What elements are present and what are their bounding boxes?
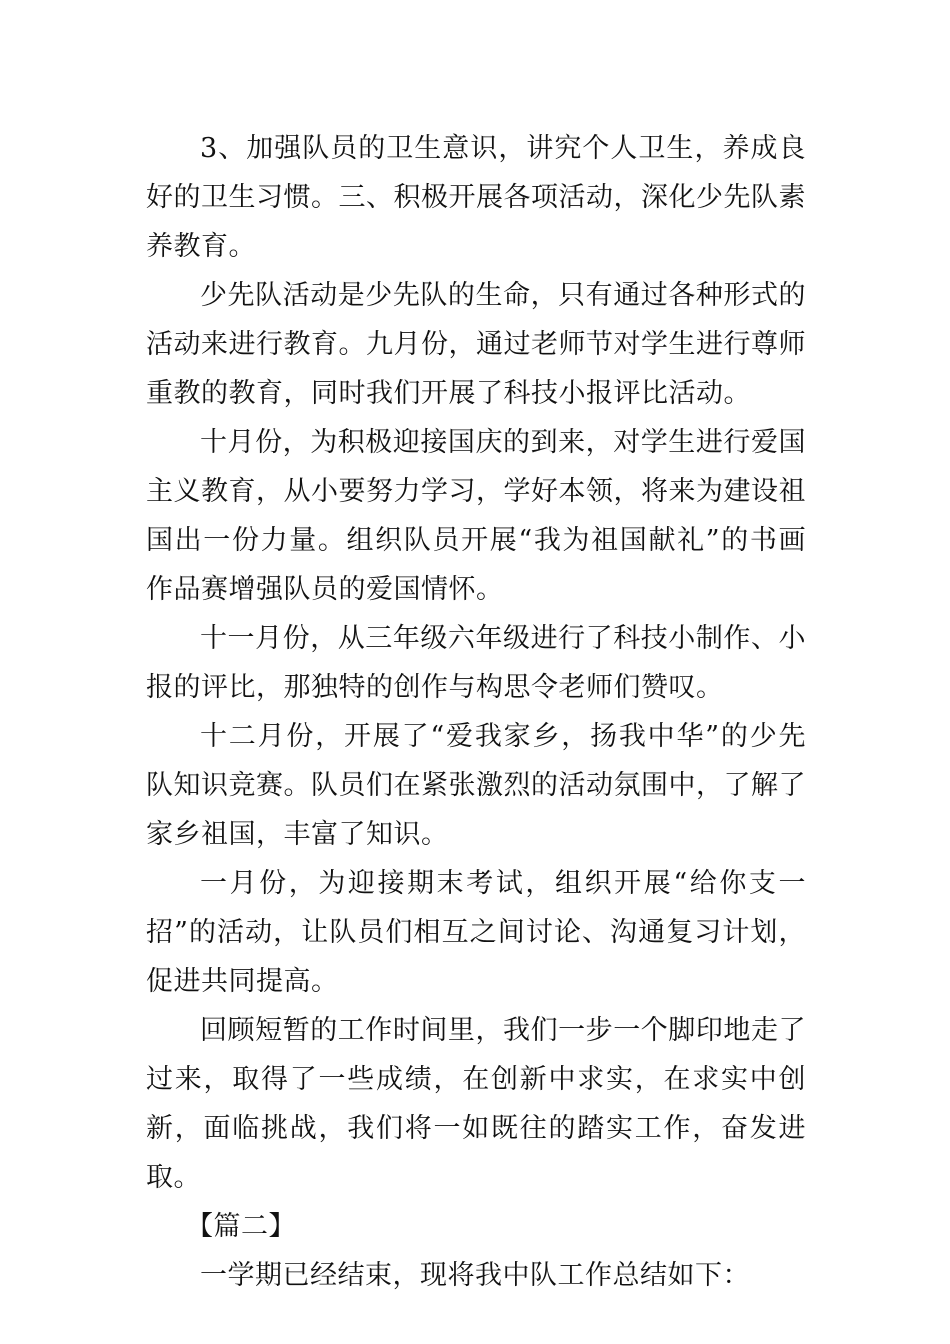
paragraph-summary-intro: 一学期已经结束，现将我中队工作总结如下： [200,1260,750,1291]
paragraph-hygiene: 3、加强队员的卫生意识，讲究个人卫生，养成良好的卫生习惯。三、积极开展各项活动，深化少先队素养教育。 [146,133,806,262]
paragraph-november: 十一月份，从三年级六年级进行了科技小制作、小报的评比，那独特的创作与构思令老师们赞叹。 [146,623,806,703]
paragraph-review: 回顾短暂的工作时间里，我们一步一个脚印地走了过来，取得了一些成绩，在创新中求实，在求实中创新，面临挑战，我们将一如既往的踏实工作，奋发进取。 [146,1015,806,1193]
section-heading: 【篇二】 [186,1211,296,1242]
paragraph-activities-intro: 少先队活动是少先队的生命，只有通过各种形式的活动来进行教育。九月份，通过老师节对学生进行尊师重教的教育，同时我们开展了科技小报评比活动。 [146,280,806,409]
paragraph-october: 十月份，为积极迎接国庆的到来，对学生进行爱国主义教育，从小要努力学习，学好本领，将来为建设祖国出一份力量。组织队员开展“我为祖国献礼”的书画作品赛增强队员的爱国情怀。 [146,427,806,605]
document-body [146,124,806,1300]
paragraph-january: 一月份，为迎接期末考试，组织开展“给你支一招”的活动，让队员们相互之间讨论、沟通复习计划，促进共同提高。 [146,868,806,997]
paragraph-december: 十二月份，开展了“爱我家乡，扬我中华”的少先队知识竞赛。队员们在紧张激烈的活动氛围中，了解了家乡祖国，丰富了知识。 [146,721,806,850]
